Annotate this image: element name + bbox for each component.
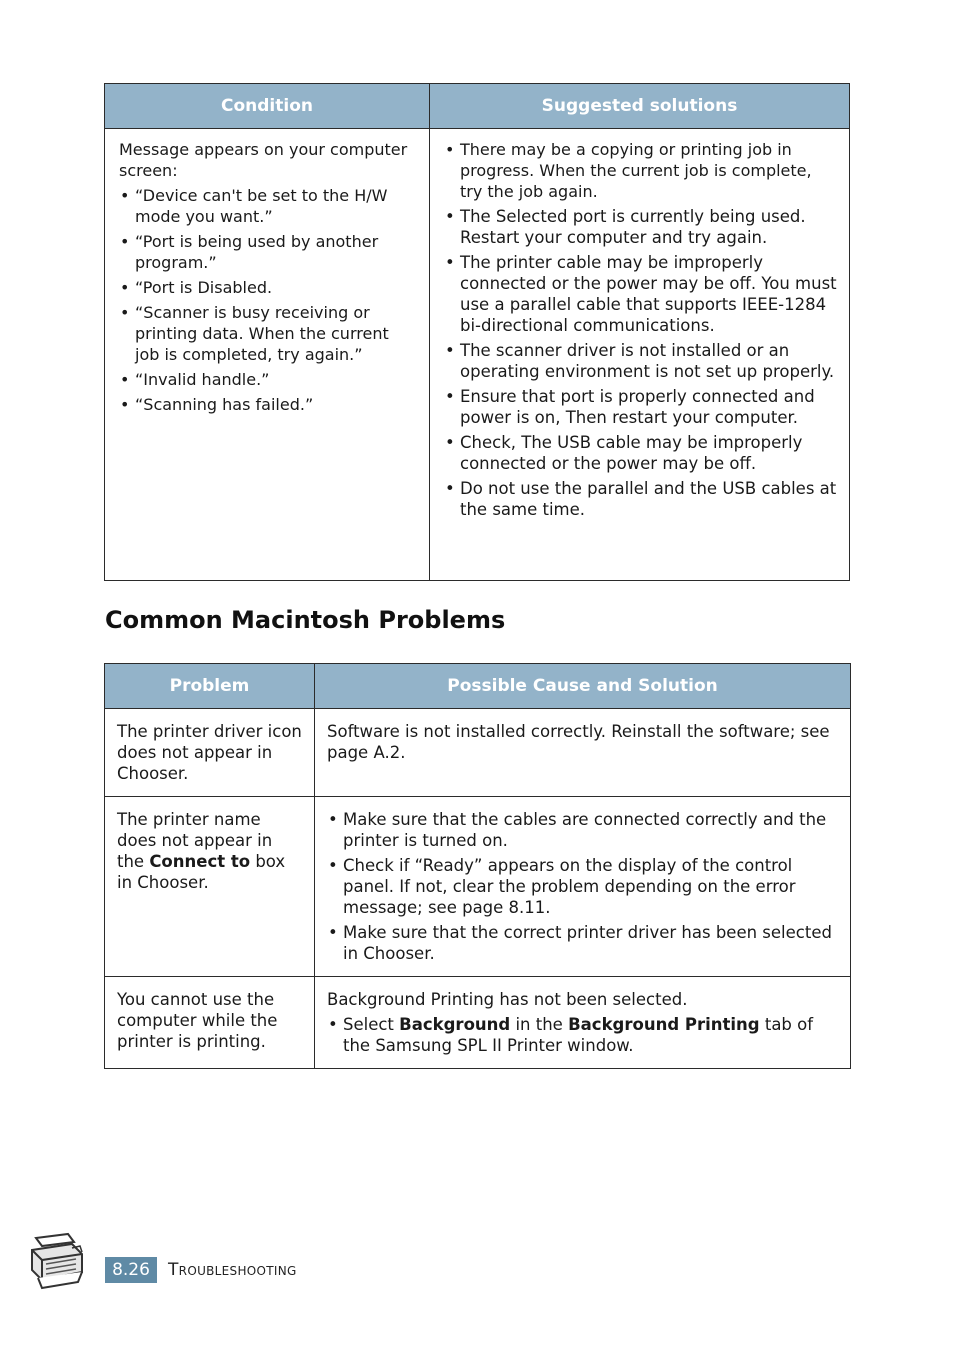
solution-item: • The Selected port is currently being used. Restart your computer and try again. [444,206,837,248]
scanner-errors-table [104,83,850,581]
problem-text: The printer name does not appear in the Connect to box in Chooser. [117,810,286,892]
problem-text: You cannot use the computer while the printer is printing. [117,990,278,1051]
table-row [105,709,851,797]
solution-item: • Check, The USB cable may be improperly connected or the power may be off. [444,432,837,474]
solution-item: • Ensure that port is properly connected and power is on, Then restart your computer. [444,386,837,428]
condition-item: • “Device can't be set to the H/W mode you want.” [119,185,417,227]
printer-icon [28,1232,86,1292]
solutions-cell [430,129,850,581]
solution-item: • There may be a copying or printing job in progress. When the current job is complete, try the job again. [444,139,837,202]
connect-to-label: Connect to [149,852,251,871]
section-title: Common Macintosh Problems [105,606,506,634]
solution-item: • The printer cable may be improperly connected or the power may be off. You must use a parallel cable that supports IEEE-1284 bi-directional communications. [444,252,837,336]
solution-item: • Do not use the parallel and the USB cables at the same time. [444,478,837,520]
condition-item: • “Scanner is busy receiving or printing data. When the current job is completed, try again.” [119,302,417,365]
solution-item: • The scanner driver is not installed or an operating environment is not set up properly. [444,340,837,382]
solution-item: • Check if “Ready” appears on the display of the control panel. If not, clear the problem depending on the error message; see page 8.11. [327,855,838,918]
solution-intro: Background Printing has not been selected. [327,990,688,1009]
table-row [105,797,851,977]
page-number: 8.26 [105,1257,157,1283]
condition-item: • “Port is being used by another program.” [119,231,417,273]
condition-item: • “Scanning has failed.” [119,394,417,415]
solution-list [327,1014,838,1056]
condition-item: • “Invalid handle.” [119,369,417,390]
solution-item: • Make sure that the cables are connected correctly and the printer is turned on. [327,809,838,851]
condition-header: Condition [105,84,430,129]
condition-item: • “Port is Disabled. [119,277,417,298]
condition-cell [105,129,430,581]
macintosh-problems-table [104,663,851,1069]
solution-list [327,809,838,964]
table-row [105,977,851,1069]
condition-intro: Message appears on your computer screen: [119,140,408,180]
chapter-title: Troubleshooting [168,1260,297,1280]
solution-item: • Select Background in the Background Printing tab of the Samsung SPL II Printer window. [327,1014,838,1056]
solution-text: Software is not installed correctly. Reinstall the software; see page A.2. [327,722,830,762]
condition-list [119,185,417,415]
solutions-header: Suggested solutions [430,84,850,129]
solutions-list [444,139,837,520]
solution-item: • Make sure that the correct printer driver has been selected in Chooser. [327,922,838,964]
problem-text: The printer driver icon does not appear in Chooser. [117,722,302,783]
cause-solution-header: Possible Cause and Solution [315,664,851,709]
problem-header: Problem [105,664,315,709]
